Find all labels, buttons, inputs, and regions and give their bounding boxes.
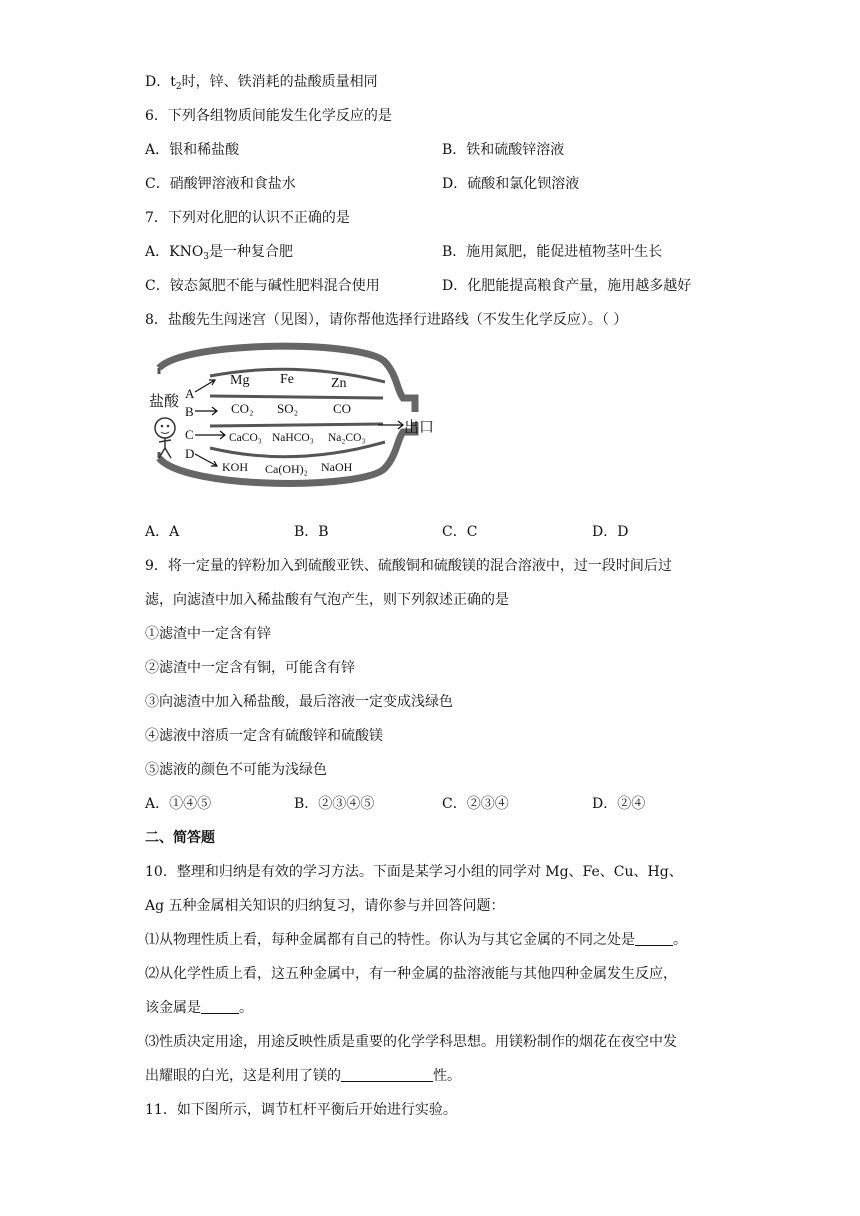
maze-person-label: 盐酸 (149, 392, 180, 410)
row-c-item-2: NaHCO₃ (272, 432, 314, 444)
row-b-item-3: CO (333, 401, 352, 416)
row-d-item-2: Ca(OH)₂ (265, 462, 308, 476)
q9-stem-line1: 9．将一定量的锌粉加入到硫酸亚铁、硫酸铜和硫酸镁的混合溶液中，过一段时间后过 (145, 558, 672, 574)
q10-part-2-line1: ⑵从化学性质上看，这五种金属中，有一种金属的盐溶液能与其他四种金属发生反应， (145, 966, 677, 982)
maze-divider-3 (210, 424, 383, 426)
maze-figure (145, 340, 445, 490)
q9-statement-3: ③向滤渣中加入稀盐酸，最后溶液一定变成浅绿色 (145, 694, 453, 710)
maze-person-body (159, 438, 171, 458)
q6-option-d: D．硫酸和氯化钡溶液 (442, 176, 580, 192)
row-c-item-1: CaCO₃ (229, 432, 262, 444)
q9-statement-5: ⑤滤液的颜色不可能为浅绿色 (145, 762, 327, 778)
route-letter-d: D (185, 446, 195, 461)
row-a-item-3: Zn (331, 376, 347, 391)
q9-statement-4: ④滤液中溶质一定含有硫酸锌和硫酸镁 (145, 728, 383, 744)
q10-part-2-line2: 该金属是 。 (145, 1000, 253, 1016)
q7-option-d: D．化肥能提高粮食产量，施用越多越好 (442, 278, 692, 294)
answer-blank-2[interactable] (201, 999, 239, 1014)
q5-option-d: D．$t_2$时，锌、铁消耗的盐酸质量相同 (145, 74, 378, 92)
q8-option-c: C．C (442, 524, 478, 540)
q6-option-c: C．硝酸钾溶液和食盐水 (145, 176, 296, 192)
q9-option-b: B．②③④⑤ (294, 796, 375, 812)
maze-exit-label: 出口 (404, 418, 435, 436)
q8-option-b: B．B (294, 524, 329, 540)
maze-divider-2 (210, 396, 383, 398)
maze-divider-4 (210, 442, 385, 457)
row-c-item-3: Na₂CO₃ (328, 432, 366, 444)
q6-option-b: B．铁和硫酸锌溶液 (442, 142, 565, 158)
q9-statement-1: ①滤渣中一定含有锌 (145, 626, 271, 642)
row-a-item-2: Fe (280, 372, 294, 387)
arrow-a (195, 380, 215, 392)
row-b-item-2: SO₂ (277, 401, 299, 416)
exit-arrow (378, 421, 403, 429)
section-heading: 二、简答题 (145, 830, 215, 846)
q10-stem-line2: Ag 五种金属相关知识的归纳复习，请你参与并回答问题： (145, 898, 505, 914)
row-a-item-1: Mg (230, 373, 250, 388)
route-letter-a: A (185, 386, 195, 401)
arrow-d (195, 454, 217, 466)
route-letter-c: C (185, 427, 194, 442)
q6-option-a: A．银和稀盐酸 (145, 142, 240, 158)
route-letter-b: B (185, 404, 194, 419)
q7-option-c: C．铵态氮肥不能与碱性肥料混合使用 (145, 278, 380, 294)
q7-option-a: A．$KNO_3$是一种复合肥 (145, 244, 294, 262)
q10-part-1: ⑴从物理性质上看，每种金属都有自己的特性。你认为与其它金属的不同之处是 。 (145, 932, 687, 948)
q8-stem: 8．盐酸先生闯迷宫（见图），请你帮他选择行进路线（不发生化学反应）。（ ） (145, 312, 628, 328)
row-b-item-1: CO₂ (231, 401, 254, 416)
arrow-b (195, 407, 217, 415)
q7-option-b: B．施用氮肥，能促进植物茎叶生长 (442, 244, 663, 260)
answer-blank-1[interactable] (635, 931, 673, 946)
q6-stem: 6．下列各组物质间能发生化学反应的是 (145, 108, 392, 124)
q9-option-a: A．①④⑤ (145, 796, 212, 812)
q9-option-c: C．②③④ (442, 796, 509, 812)
arrow-c (195, 431, 225, 439)
q8-option-d: D．D (592, 524, 629, 540)
maze-person-head (155, 418, 175, 438)
q10-stem-line1: 10．整理和归纳是有效的学习方法。下面是某学习小组的同学对 Mg、Fe、Cu、Hg、 (145, 864, 683, 880)
q9-statement-2: ②滤渣中一定含有铜，可能含有锌 (145, 660, 355, 676)
row-d-item-3: NaOH (321, 460, 353, 474)
q8-option-a: A．A (145, 524, 180, 540)
q7-stem: 7．下列对化肥的认识不正确的是 (145, 210, 350, 226)
q10-part-3-line1: ⑶性质决定用途，用途反映性质是重要的化学学科思想。用镁粉制作的烟花在夜空中发 (145, 1034, 677, 1050)
answer-blank-3[interactable] (341, 1067, 433, 1082)
row-d-item-1: KOH (222, 460, 248, 474)
q9-stem-line2: 滤，向滤渣中加入稀盐酸有气泡产生，则下列叙述正确的是 (145, 592, 509, 608)
q10-part-3-line2: 出耀眼的白光，这是利用了镁的 性。 (145, 1068, 461, 1084)
q9-option-d: D．②④ (592, 796, 646, 812)
q11-stem: 11．如下图所示，调节杠杆平衡后开始进行实验。 (145, 1102, 457, 1118)
